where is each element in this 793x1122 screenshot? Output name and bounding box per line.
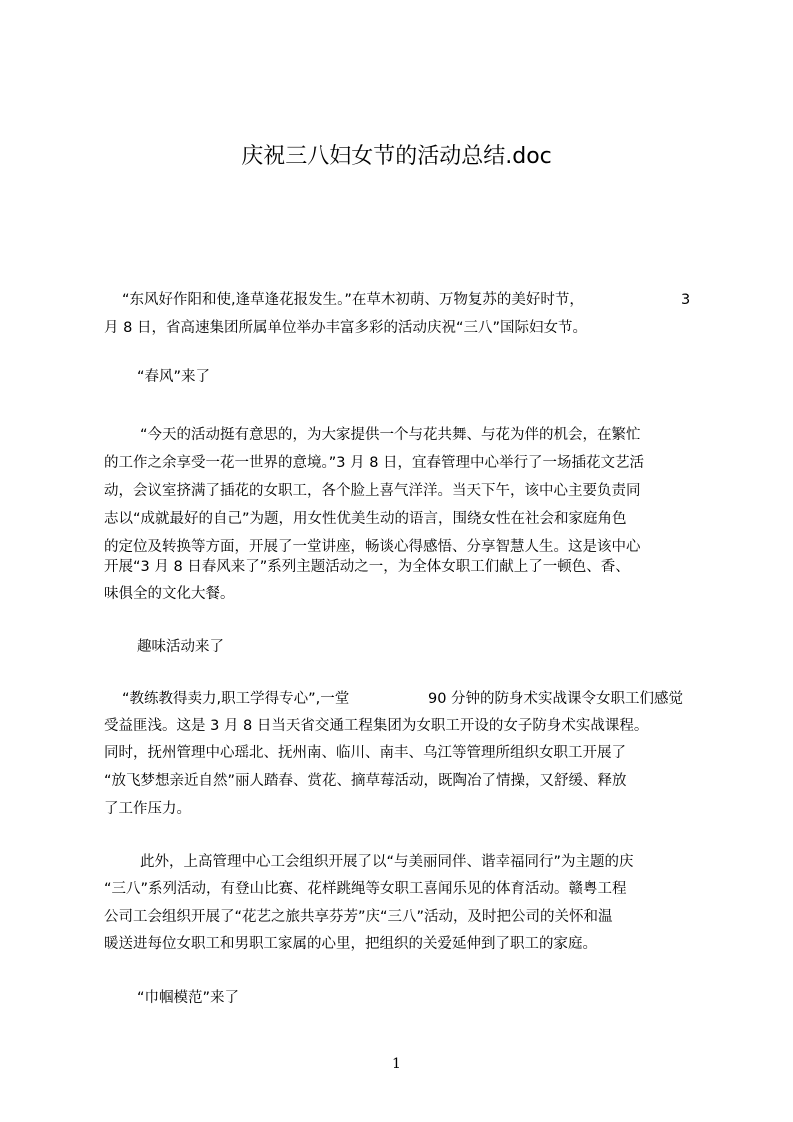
paragraph-line: 志以“成就最好的自己”为题，用女性优美生动的语言，围绕女性在社会和家庭角色 bbox=[104, 511, 627, 527]
paragraph-line: 月 8 日，省高速集团所属单位举办丰富多彩的活动庆祝“三八”国际妇女节。 bbox=[104, 320, 587, 336]
page-number: 1 bbox=[392, 1056, 401, 1072]
paragraph-line: “教练教得卖力,职工学得专心”,一堂 bbox=[122, 691, 350, 707]
paragraph-line: 开展“3 月 8 日春风来了”系列主题活动之一，为全体女职工们献上了一顿色、香、 bbox=[104, 559, 630, 575]
section-heading: “春风”来了 bbox=[137, 369, 211, 385]
paragraph-line: 的工作之余享受一花一世界的意境。”3 月 8 日，宜春管理中心举行了一场插花文艺活 bbox=[104, 455, 645, 471]
paragraph-line: “东风好作阳和使,逢草逢花报发生。”在草木初萌、万物复苏的美好时节， bbox=[122, 292, 584, 308]
paragraph-line: 暖送进每位女职工和男职工家属的心里，把组织的关爱延伸到了职工的家庭。 bbox=[104, 936, 597, 952]
paragraph-line: 公司工会组织开展了“花艺之旅共享芬芳”庆“三八”活动，及时把公司的关怀和温 bbox=[104, 909, 613, 925]
paragraph-line: 3 bbox=[681, 292, 691, 308]
paragraph-line: 的定位及转换等方面，开展了一堂讲座，畅谈心得感悟、分享智慧人生。这是该中心 bbox=[104, 539, 641, 555]
paragraph-line: 味俱全的文化大餐。 bbox=[104, 586, 235, 602]
paragraph-line: 了工作压力。 bbox=[104, 801, 191, 817]
paragraph-line: 动，会议室挤满了插花的女职工，各个脸上喜气洋洋。当天下午，该中心主要负责同 bbox=[104, 483, 641, 499]
paragraph-line: 此外，上高管理中心工会组织开展了以“与美丽同伴、谐幸福同行”为主题的庆 bbox=[140, 854, 634, 870]
document-title: 庆祝三八妇女节的活动总结.doc bbox=[241, 144, 552, 169]
paragraph-line: “放飞梦想亲近自然”丽人踏春、赏花、摘草莓活动，既陶冶了情操，又舒缓、释放 bbox=[104, 773, 627, 789]
paragraph-line: “今天的活动挺有意思的，为大家提供一个与花共舞、与花为伴的机会，在繁忙 bbox=[140, 427, 641, 443]
paragraph-line: “三八”系列活动，有登山比赛、花样跳绳等女职工喜闻乐见的体育活动。赣粤工程 bbox=[104, 881, 627, 897]
paragraph-line: 90 分钟的防身术实战课令女职工们感觉 bbox=[428, 691, 684, 707]
paragraph-line: 同时，抚州管理中心瑶北、抚州南、临川、南丰、乌江等管理所组织女职工开展了 bbox=[104, 745, 626, 761]
paragraph-line: 受益匪浅。这是 3 月 8 日当天省交通工程集团为女职工开设的女子防身术实战课程。 bbox=[104, 718, 649, 734]
section-heading: “巾帼模范”来了 bbox=[137, 990, 240, 1006]
section-heading: 趣味活动来了 bbox=[137, 639, 224, 655]
